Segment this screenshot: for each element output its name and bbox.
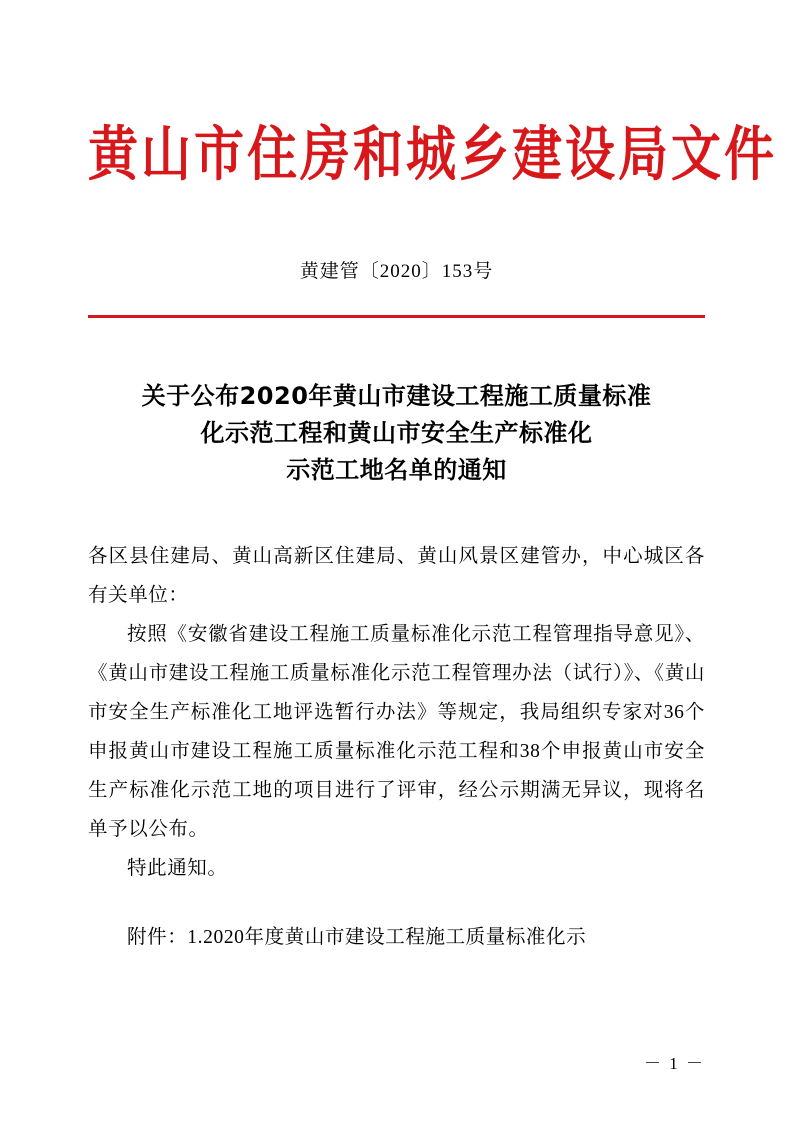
red-divider-rule <box>88 315 705 318</box>
issuing-authority-title: 黄山市住房和城乡建设局文件 <box>88 118 777 189</box>
page-title-line-1: 关于公布2020年黄山市建设工程施工质量标准 <box>141 381 652 410</box>
page-title-line-3: 示范工地名单的通知 <box>286 455 507 484</box>
page-title-line-2: 化示范工程和黄山市安全生产标准化 <box>200 418 593 447</box>
main-paragraph: 按照《安徽省建设工程施工质量标准化示范工程管理指导意见》、《黄山市建设工程施工质量标准化示范工程管理办法（试行）》、《黄山市安全生产标准化工地评选暂行办法》等规定，我局组织专家对36个申报黄山市建设工程施工质量标准化示范工程和38个申报黄山市安全生产标准化示范工地的项目进行了评审，经公示期满无异议，现将名单予以公布。 <box>88 624 705 841</box>
attachment-line: 附件：1.2020年度黄山市建设工程施工质量标准化示 <box>127 927 587 949</box>
page-title <box>88 378 705 490</box>
document-body <box>88 537 705 888</box>
recipient-paragraph: 各区县住建局、黄山高新区住建局、黄山风景区建管办，中心城区各有关单位： <box>88 546 705 607</box>
document-number: 黄建管〔2020〕153号 <box>299 260 494 282</box>
document-header <box>88 118 777 189</box>
closing-paragraph: 特此通知。 <box>127 858 228 880</box>
page-number: － 1 － <box>644 1054 705 1073</box>
